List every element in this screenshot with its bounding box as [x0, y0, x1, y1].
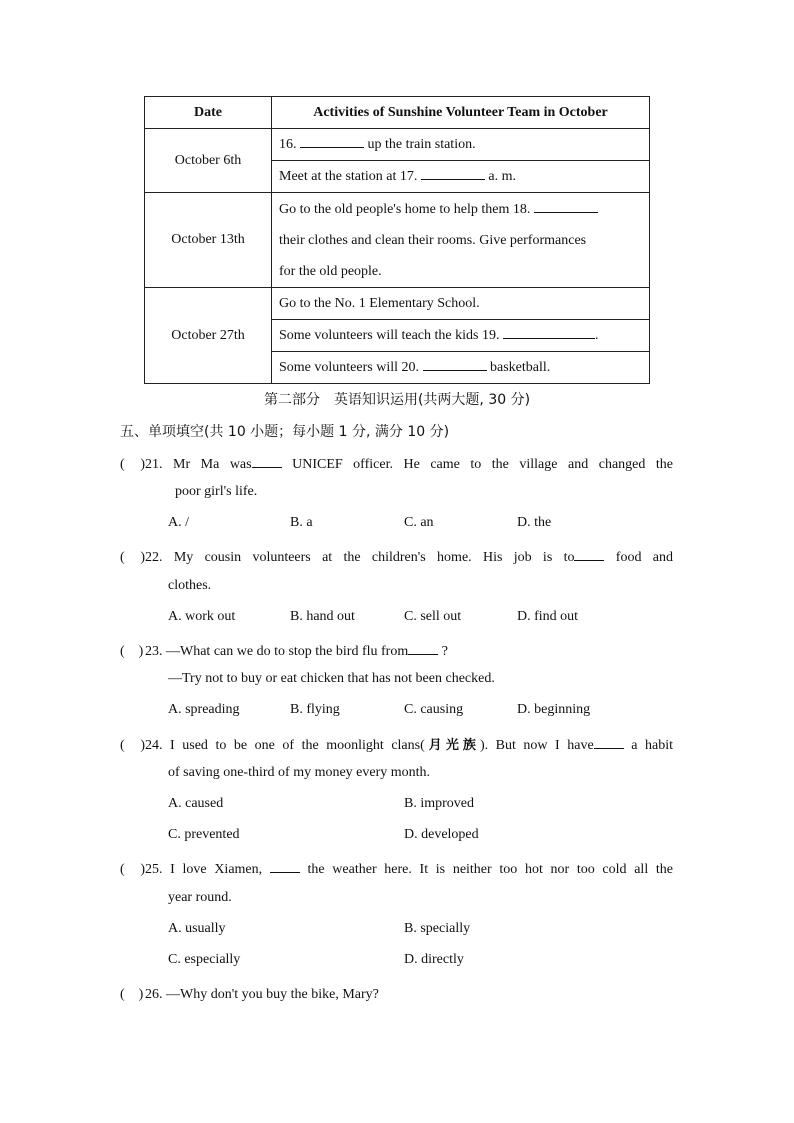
activity-cell — [272, 193, 650, 288]
option-c[interactable]: C. causing — [404, 702, 464, 717]
answer-blank-19[interactable] — [503, 326, 595, 339]
question-text: 24. I used to be one of the moonlight clans( — [145, 738, 425, 753]
question-text: 23. —What can we do to stop the bird flu from — [145, 644, 409, 659]
question-blank[interactable] — [408, 642, 438, 655]
option-b[interactable]: B. flying — [290, 702, 340, 717]
activity-text: Some volunteers will 20. — [279, 360, 419, 375]
question-22 — [120, 546, 673, 566]
answer-blank-16[interactable] — [300, 135, 364, 148]
question-text: 26. —Why don't you buy the bike, Mary? — [145, 987, 379, 1002]
question-text: the weather here. It is neither too hot nor too cold all the — [307, 862, 673, 877]
question-blank[interactable] — [574, 548, 604, 561]
answer-paren[interactable]: ( ) — [120, 644, 144, 659]
option-b[interactable]: B. hand out — [290, 609, 355, 624]
table-header-row — [145, 97, 650, 129]
question-text: a habit — [631, 738, 673, 753]
option-b[interactable]: B. specially — [404, 921, 471, 936]
section-title: 五、单项填空(共 10 小题；每小题 1 分, 满分 10 分) — [120, 424, 450, 440]
activity-text: up the train station. — [367, 137, 476, 152]
option-a[interactable]: A. spreading — [168, 702, 240, 717]
question-continuation: poor girl's life. — [175, 484, 258, 499]
date-oct27: October 27th — [145, 288, 272, 384]
activities-table — [144, 96, 650, 384]
activity-text: their clothes and clean their rooms. Give performances — [279, 232, 587, 248]
activity-text: . — [594, 328, 599, 343]
option-a[interactable]: A. usually — [168, 921, 226, 936]
option-c[interactable]: C. prevented — [168, 827, 240, 842]
question-text: food and — [615, 550, 673, 565]
question-26 — [120, 983, 379, 1003]
activity-text: Go to the old people's home to help them 18. — [279, 201, 531, 217]
question-continuation: —Try not to buy or eat chicken that has not been checked. — [168, 671, 495, 686]
question-25 — [120, 858, 673, 878]
activity-cell — [272, 161, 650, 193]
question-text: 25. I love Xiamen, — [145, 862, 263, 877]
option-d[interactable]: D. developed — [404, 827, 479, 842]
question-23 — [120, 640, 448, 660]
table-row — [145, 193, 650, 288]
date-oct6: October 6th — [145, 129, 272, 193]
answer-blank-17[interactable] — [421, 167, 485, 180]
question-blank[interactable] — [270, 860, 300, 873]
date-oct13: October 13th — [145, 193, 272, 288]
question-21 — [120, 453, 673, 473]
table-row — [145, 288, 650, 320]
option-b[interactable]: B. improved — [404, 796, 474, 811]
option-b[interactable]: B. a — [290, 515, 313, 530]
part-title: 第二部分 英语知识运用(共两大题, 30 分) — [263, 392, 531, 408]
option-c[interactable]: C. sell out — [404, 609, 462, 624]
option-c[interactable]: C. an — [404, 515, 434, 530]
answer-paren[interactable]: ( ) — [120, 862, 145, 877]
question-text: UNICEF officer. He came to the village and changed the — [292, 457, 673, 472]
question-text-cjk: 月光族 — [424, 738, 480, 753]
header-activities: Activities of Sunshine Volunteer Team in October — [272, 97, 650, 129]
activity-text: for the old people. — [279, 263, 382, 279]
option-d[interactable]: D. find out — [517, 609, 579, 624]
activity-text: 16. — [279, 137, 297, 152]
option-a[interactable]: A. / — [168, 515, 189, 530]
option-a[interactable]: A. work out — [168, 609, 236, 624]
question-text: ). But now I have — [479, 738, 594, 753]
question-24 — [120, 734, 673, 754]
question-text: 21. Mr Ma was — [145, 457, 252, 472]
option-d[interactable]: D. the — [517, 515, 552, 530]
answer-paren[interactable]: ( ) — [120, 738, 145, 753]
question-continuation: of saving one-third of my money every month. — [168, 765, 431, 780]
header-date: Date — [145, 97, 272, 129]
question-continuation: clothes. — [168, 578, 212, 593]
option-d[interactable]: D. directly — [404, 952, 464, 967]
activity-text: basketball. — [490, 360, 551, 375]
activity-text: a. m. — [488, 169, 517, 184]
question-continuation: year round. — [168, 890, 232, 905]
answer-paren[interactable]: ( ) — [120, 987, 144, 1002]
activity-cell — [272, 352, 650, 384]
table-row — [145, 129, 650, 161]
activity-cell — [272, 320, 650, 352]
question-text: ? — [441, 644, 448, 659]
answer-blank-18[interactable] — [534, 200, 598, 213]
option-c[interactable]: C. especially — [168, 952, 241, 967]
activity-cell: Go to the No. 1 Elementary School. — [272, 288, 650, 320]
activity-text: Some volunteers will teach the kids 19. — [279, 328, 500, 343]
activity-cell — [272, 129, 650, 161]
answer-paren[interactable]: ( ) — [120, 457, 145, 472]
question-text: 22. My cousin volunteers at the children's home. His job is to — [145, 550, 575, 565]
answer-paren[interactable]: ( ) — [120, 550, 145, 565]
question-blank[interactable] — [252, 455, 282, 468]
activity-text: Meet at the station at 17. — [279, 169, 418, 184]
option-a[interactable]: A. caused — [168, 796, 224, 811]
answer-blank-20[interactable] — [423, 358, 487, 371]
option-d[interactable]: D. beginning — [517, 702, 591, 717]
question-blank[interactable] — [594, 736, 624, 749]
